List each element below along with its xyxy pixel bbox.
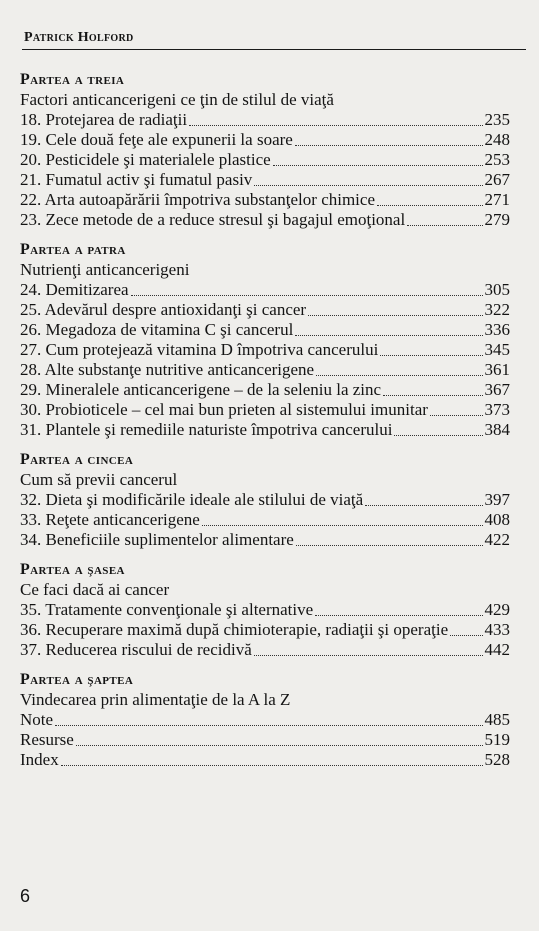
entry-page: 271 xyxy=(484,190,510,209)
dot-leader xyxy=(61,764,483,766)
toc-entry[interactable] xyxy=(20,600,510,620)
header-rule xyxy=(22,49,526,50)
entry-page: 519 xyxy=(484,730,510,749)
part-section xyxy=(20,240,510,440)
toc-entry[interactable] xyxy=(20,320,510,340)
toc-entry[interactable] xyxy=(20,510,510,530)
entry-title: 30. Probioticele – cel mai bun prieten al sistemului imunitar xyxy=(20,400,428,419)
dot-leader xyxy=(295,334,482,336)
entry-page: 267 xyxy=(484,170,510,189)
toc-entry[interactable] xyxy=(20,730,510,750)
part-title: Nutrienţi anticancerigeni xyxy=(20,260,190,279)
part-section xyxy=(20,450,510,550)
entry-title: Note xyxy=(20,710,54,729)
entry-title: 23. Zece metode de a reduce stresul şi bagajul emoţional xyxy=(20,210,406,229)
toc-entry[interactable] xyxy=(20,280,510,300)
entry-title: Resurse xyxy=(20,730,74,749)
entry-title: 25. Adevărul despre antioxidanţi şi cancer xyxy=(20,300,307,319)
running-header: Patrick Holford xyxy=(24,30,134,45)
dot-leader xyxy=(407,224,482,226)
toc-entry[interactable] xyxy=(20,340,510,360)
dot-leader xyxy=(315,614,482,616)
entry-page: 397 xyxy=(484,490,510,509)
part-label: Partea a cincea xyxy=(20,451,134,468)
dot-leader xyxy=(254,654,483,656)
entry-title: 34. Beneficiile suplimentelor alimentare xyxy=(20,530,294,549)
entry-page: 322 xyxy=(484,300,510,319)
entry-page: 408 xyxy=(484,510,510,529)
dot-leader xyxy=(394,434,482,436)
part-label: Partea a patra xyxy=(20,241,126,258)
table-of-contents xyxy=(20,70,510,770)
dot-leader xyxy=(380,354,482,356)
toc-entry[interactable] xyxy=(20,210,510,230)
entry-page: 235 xyxy=(484,110,510,129)
entry-page: 422 xyxy=(484,530,510,549)
toc-entry[interactable] xyxy=(20,380,510,400)
entry-title: 26. Megadoza de vitamina C şi cancerul xyxy=(20,320,294,339)
entry-page: 373 xyxy=(484,400,510,419)
part-section xyxy=(20,560,510,660)
toc-entry[interactable] xyxy=(20,130,510,150)
dot-leader xyxy=(55,724,482,726)
toc-entry[interactable] xyxy=(20,110,510,130)
toc-entry[interactable] xyxy=(20,190,510,210)
toc-entry[interactable] xyxy=(20,300,510,320)
entry-title: 36. Recuperare maximă după chimioterapie, radiaţii şi operaţie xyxy=(20,620,449,639)
dot-leader xyxy=(76,744,483,746)
toc-entry[interactable] xyxy=(20,750,510,770)
entry-title: 37. Reducerea riscului de recidivă xyxy=(20,640,252,659)
toc-entry[interactable] xyxy=(20,150,510,170)
dot-leader xyxy=(430,414,483,416)
entry-title: 22. Arta autoapărării împotriva substanţelor chimice xyxy=(20,190,375,209)
toc-entry[interactable] xyxy=(20,530,510,550)
entry-page: 361 xyxy=(484,360,510,379)
toc-entry[interactable] xyxy=(20,420,510,440)
toc-entry[interactable] xyxy=(20,490,510,510)
part-title: Factori anticancerigeni ce ţin de stilul de viaţă xyxy=(20,90,334,109)
dot-leader xyxy=(295,144,483,146)
entry-page: 528 xyxy=(484,750,510,769)
entry-title: 31. Plantele şi remediile naturiste împotriva cancerului xyxy=(20,420,393,439)
entry-page: 384 xyxy=(484,420,510,439)
dot-leader xyxy=(383,394,482,396)
dot-leader xyxy=(365,504,482,506)
dot-leader xyxy=(377,204,483,206)
entry-title: 33. Reţete anticancerigene xyxy=(20,510,200,529)
part-label: Partea a şasea xyxy=(20,561,125,578)
dot-leader xyxy=(296,544,483,546)
entry-page: 336 xyxy=(484,320,510,339)
part-label: Partea a treia xyxy=(20,71,125,88)
entry-page: 433 xyxy=(484,620,510,639)
entry-page: 248 xyxy=(484,130,510,149)
entry-title: 19. Cele două feţe ale expunerii la soare xyxy=(20,130,293,149)
dot-leader xyxy=(254,184,482,186)
dot-leader xyxy=(189,124,482,126)
entry-title: 27. Cum protejează vitamina D împotriva cancerului xyxy=(20,340,379,359)
toc-entry[interactable] xyxy=(20,640,510,660)
part-section xyxy=(20,670,510,770)
dot-leader xyxy=(131,294,483,296)
part-title: Vindecarea prin alimentaţie de la A la Z xyxy=(20,690,291,709)
part-title: Ce faci dacă ai cancer xyxy=(20,580,170,599)
entry-page: 253 xyxy=(484,150,510,169)
entry-page: 367 xyxy=(484,380,510,399)
entry-title: 24. Demitizarea xyxy=(20,280,129,299)
part-title: Cum să previi cancerul xyxy=(20,470,178,489)
toc-entry[interactable] xyxy=(20,360,510,380)
entry-title: 21. Fumatul activ şi fumatul pasiv xyxy=(20,170,253,189)
entry-page: 429 xyxy=(484,600,510,619)
entry-title: Index xyxy=(20,750,59,769)
dot-leader xyxy=(273,164,483,166)
toc-entry[interactable] xyxy=(20,400,510,420)
entry-title: 28. Alte substanţe nutritive anticancerigene xyxy=(20,360,315,379)
entry-title: 35. Tratamente convenţionale şi alternative xyxy=(20,600,314,619)
dot-leader xyxy=(202,524,483,526)
entry-page: 305 xyxy=(484,280,510,299)
toc-entry[interactable] xyxy=(20,170,510,190)
page-number: 6 xyxy=(20,886,31,906)
dot-leader xyxy=(316,374,482,376)
entry-page: 485 xyxy=(484,710,510,729)
entry-page: 442 xyxy=(484,640,510,659)
entry-title: 29. Mineralele anticancerigene – de la seleniu la zinc xyxy=(20,380,382,399)
toc-entry[interactable] xyxy=(20,710,510,730)
part-section xyxy=(20,70,510,230)
entry-title: 20. Pesticidele şi materialele plastice xyxy=(20,150,271,169)
toc-entry[interactable] xyxy=(20,620,510,640)
entry-page: 279 xyxy=(484,210,510,229)
part-label: Partea a şaptea xyxy=(20,671,134,688)
dot-leader xyxy=(450,634,482,636)
entry-title: 32. Dieta şi modificările ideale ale stilului de viaţă xyxy=(20,490,364,509)
entry-page: 345 xyxy=(484,340,510,359)
dot-leader xyxy=(308,314,482,316)
entry-title: 18. Protejarea de radiaţii xyxy=(20,110,188,129)
